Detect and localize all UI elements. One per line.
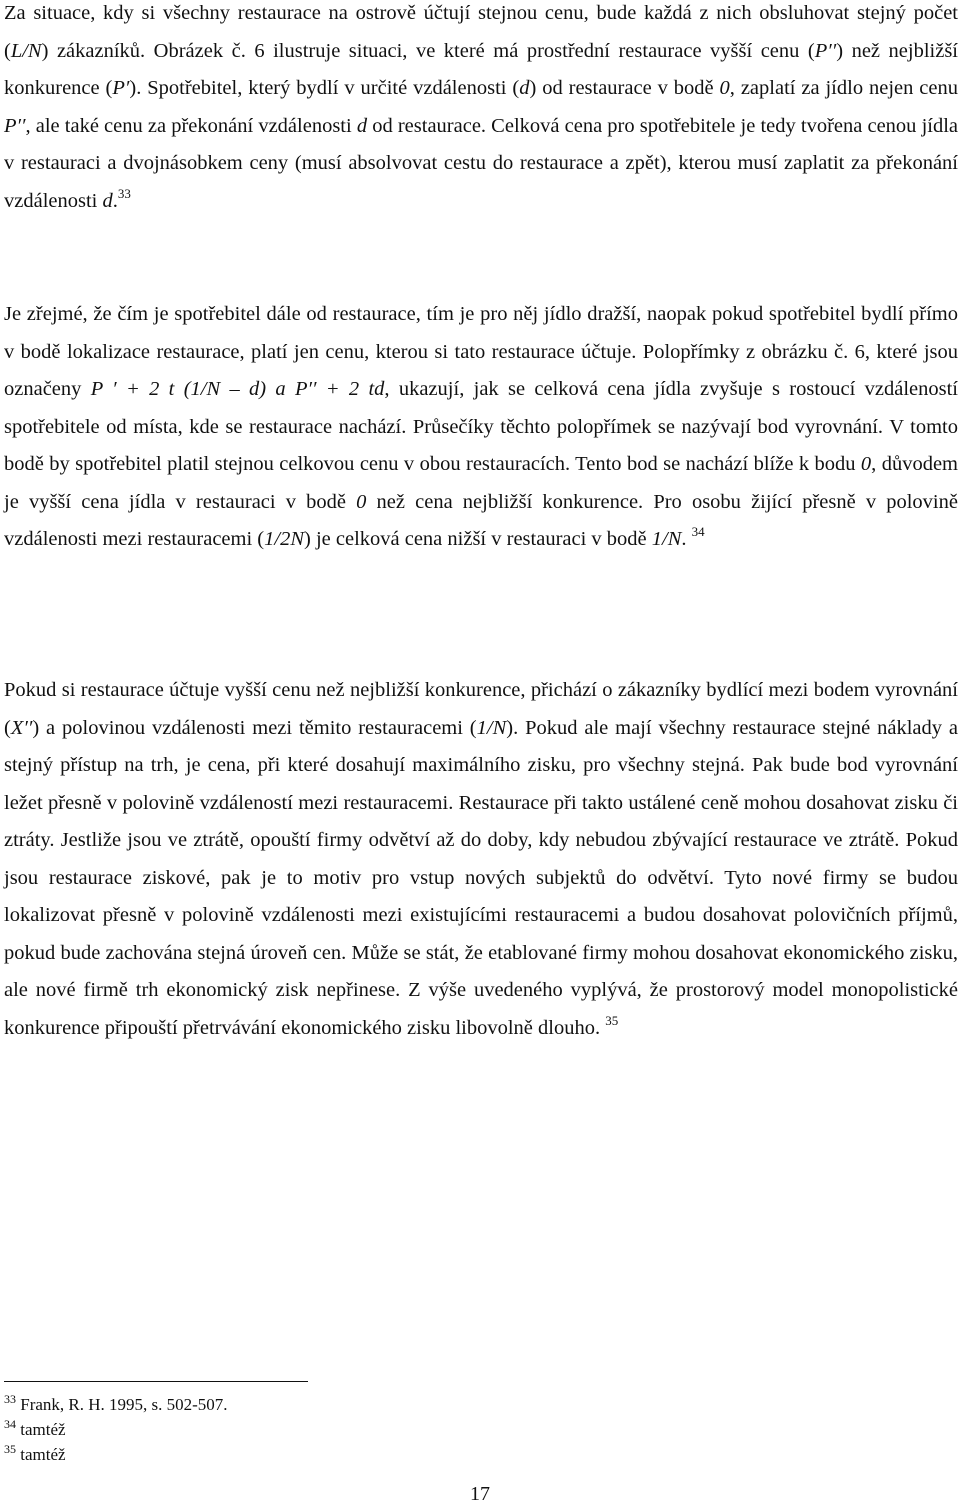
italic-text: L/N — [10, 39, 42, 62]
text-run: ). Pokud ale mají všechny restaurace stejné náklady a stejný přístup na trh, je cena, při které dosahují maximálního zisku, pro všechny stejná. Pak bude bod vyrovnání ležet přesně v polovině vzdáleností mezi restauracemi. Restaurace při takto ustálené ceně mohou dosahovat zisku či ztráty. Jestliže jsou ve ztrátě, opouští firmy odvětví až do doby, kdy nebudou zbývající restaurace ve ztrátě. Pokud jsou restaurace ziskové, pak je to motiv pro vstup nových subjektů do odvětví. Tyto nové firmy se budou lokalizovat přesně v polovině vzdálenosti mezi existujícími restauracemi a budou dosahovat polovičních příjmů, pokud bude zachována stejná úroveň cen. Může se stát, že etablované firmy mohou dosahovat ekonomického zisku, ale nové firmě trh ekonomický zisk nepřinese. Z výše uvedeného vyplývá, že prostorový model monopolistické konkurence připouští přetrvávání ekonomického zisku libovolně dlouho. — [4, 716, 958, 1039]
paragraph-1 — [4, 0, 958, 220]
footnote-number: 35 — [4, 1442, 16, 1456]
text-run: , ukazují, jak se celková cena jídla zvyšuje s rostoucí vzdáleností spotřebitele od místa, kde se restaurace nachází. Průsečíky těchto polopřímek se nazývají bod vyrovnání. V tomto bodě by spotřebitel platil stejnou celkovou cenu v obou restauracích. Tento bod se nachází blíže k bodu — [4, 378, 958, 475]
italic-text: 1/2N — [264, 528, 304, 550]
italic-text: P′′ — [814, 39, 837, 62]
footnote-number: 33 — [4, 1392, 16, 1406]
footnotes — [4, 1392, 904, 1467]
italic-text: d — [102, 189, 113, 212]
footnote-number: 34 — [4, 1417, 16, 1431]
italic-text: d — [356, 114, 368, 137]
italic-text: 0 — [356, 490, 367, 513]
footnote-ref: 33 — [117, 185, 131, 201]
footnote-33 — [4, 1392, 904, 1417]
text-run: , ale také cenu za překonání vzdálenosti — [25, 114, 357, 137]
text-run: ) než nejbližší konkurence ( — [4, 39, 959, 99]
text-run: ) a polovinou vzdálenosti mezi těmito restauracemi ( — [32, 716, 477, 739]
text-run: ) zákazníků. Obrázek č. 6 ilustruje situaci, ve které má prostřední restaurace vyšší cenu ( — [41, 39, 815, 62]
footnote-35 — [4, 1442, 904, 1467]
italic-text: 0 — [860, 453, 872, 475]
italic-text: 1/N — [651, 528, 682, 550]
text-run: , zaplatí za jídlo nejen cenu — [729, 77, 958, 99]
text-run: , důvodem je vyšší cena jídla v restauraci v bodě — [4, 453, 958, 513]
footnote-text: Frank, R. H. 1995, s. 502-507. — [16, 1395, 228, 1414]
paragraph-2 — [4, 296, 958, 559]
italic-text: X′′ — [10, 716, 33, 739]
italic-text: 0 — [719, 77, 730, 99]
page-number: 17 — [470, 1483, 490, 1505]
text-run: Pokud si restaurace účtuje vyšší cenu než nejbližší konkurence, přichází o zákazníky bydlící mezi bodem vyrovnání ( — [4, 679, 958, 739]
footnote-separator — [4, 1381, 308, 1382]
footnote-text: tamtéž — [16, 1420, 66, 1439]
footnote-text: tamtéž — [16, 1445, 66, 1464]
text-run: ) je celková cena nižší v restauraci v bodě — [304, 528, 652, 550]
text-run: . — [112, 189, 118, 212]
text-run: než cena nejbližší konkurence. Pro osobu žijící přesně v polovině vzdálenosti mezi restauracemi ( — [4, 490, 958, 550]
paragraph-3 — [4, 672, 958, 1047]
footnote-ref: 35 — [605, 1012, 619, 1028]
text-run: ). Spotřebitel, který bydlí v určité vzdálenosti ( — [129, 77, 520, 99]
footnote-ref: 34 — [691, 524, 705, 539]
text-run: Je zřejmé, že čím je spotřebitel dále od restaurace, tím je pro něj jídlo dražší, naopak pokud spotřebitel bydlí přímo v bodě lokalizace restaurace, platí jen cenu, kterou si tato restaurace účtuje. Polopřímky z obrázku č. 6, které jsou označeny — [4, 303, 958, 400]
text-run: . — [681, 528, 692, 550]
italic-text: P′ — [112, 77, 130, 99]
text-run: od restaurace. Celková cena pro spotřebitele je tedy tvořena cenou jídla v restauraci a dvojnásobkem ceny (musí absolvovat cestu do restaurace a zpět), kterou musí zaplatit za překonání vzdálenosti — [4, 114, 959, 212]
italic-text: P′′ — [4, 114, 26, 137]
italic-text: 1/N — [476, 716, 507, 739]
italic-text: P ′ + 2 t (1/N – d) a P′′ + 2 td — [90, 378, 385, 400]
footnote-34 — [4, 1417, 904, 1442]
italic-text: d — [519, 77, 530, 99]
text-run: Za situace, kdy si všechny restaurace na ostrově účtují stejnou cenu, bude každá z nich obsluhovat stejný počet ( — [4, 2, 958, 62]
text-run: ) od restaurace v bodě — [529, 77, 720, 99]
